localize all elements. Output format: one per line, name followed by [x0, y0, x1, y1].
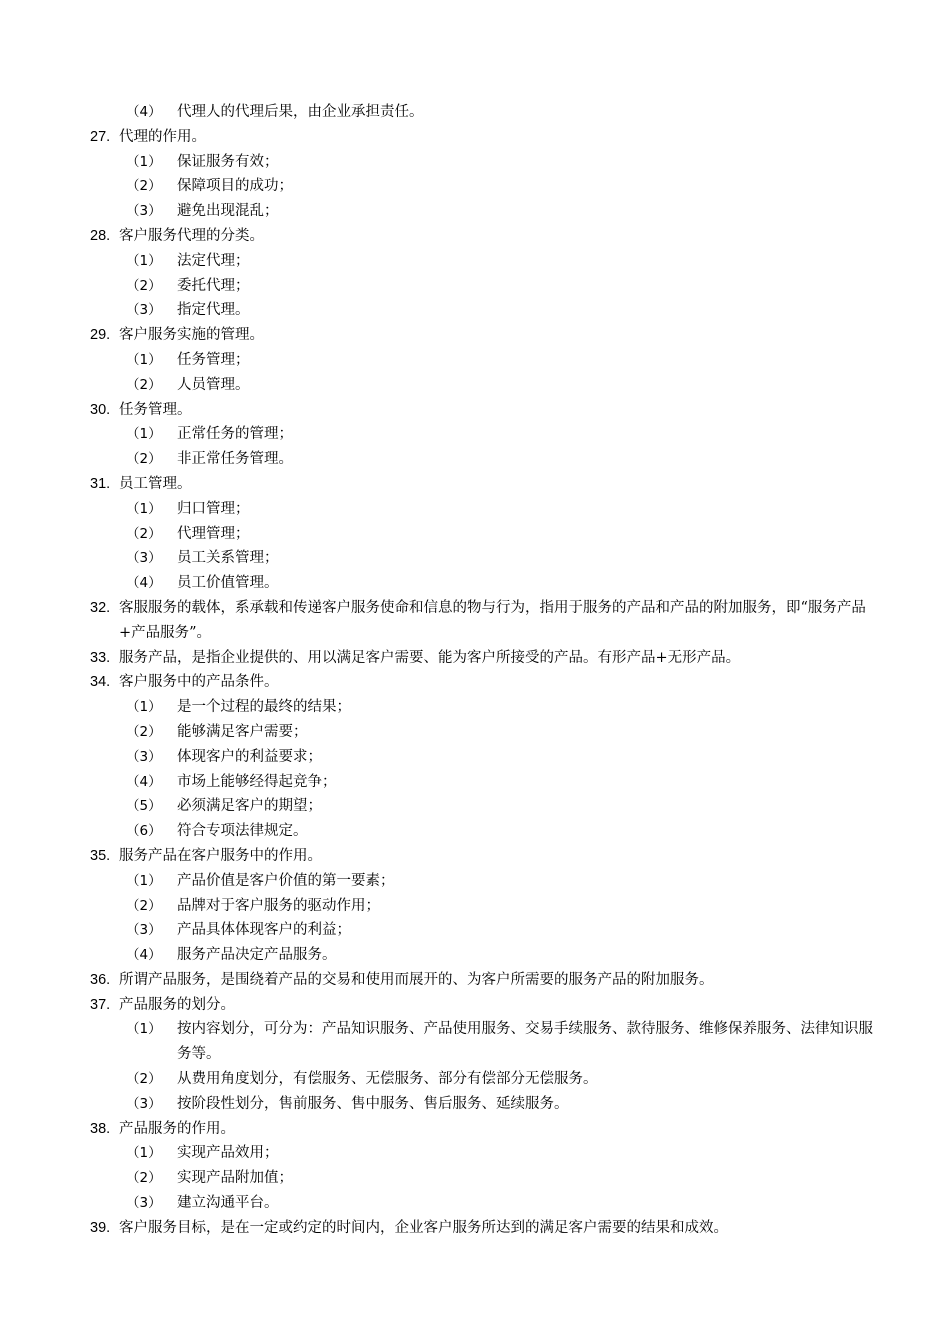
- sub-item: [90, 174, 880, 199]
- numbered-item: [90, 646, 880, 671]
- sub-item: [90, 571, 880, 596]
- item-number: 35.: [90, 847, 111, 864]
- item-text: 市场上能够经得起竞争；: [177, 773, 337, 790]
- numbered-item: [90, 125, 880, 150]
- sub-item-number: （2）: [126, 277, 162, 294]
- numbered-item: [90, 844, 880, 869]
- item-text: 按内容划分，可分为：产品知识服务、产品使用服务、交易手续服务、款待服务、维修保养服务、法律知识服务等。: [177, 1021, 873, 1063]
- item-text: 人员管理。: [177, 376, 250, 393]
- sub-item: [90, 1092, 880, 1117]
- sub-item: [90, 770, 880, 795]
- sub-item: [90, 1141, 880, 1166]
- item-text: 体现客户的利益要求；: [177, 748, 322, 765]
- sub-item: [90, 274, 880, 299]
- sub-item: [90, 150, 880, 175]
- item-text: 产品具体体现客户的利益；: [177, 922, 351, 939]
- item-text: 员工价值管理。: [177, 575, 279, 592]
- numbered-item: [90, 323, 880, 348]
- item-text: 必须满足客户的期望；: [177, 798, 322, 815]
- item-text: 代理人的代理后果，由企业承担责任。: [177, 104, 424, 120]
- sub-item: [90, 298, 880, 323]
- item-text: 品牌对于客户服务的驱动作用；: [177, 897, 380, 914]
- sub-item: [90, 1191, 880, 1216]
- numbered-item: [90, 224, 880, 249]
- sub-item-number: （3）: [126, 922, 162, 939]
- item-text: 保障项目的成功；: [177, 178, 293, 195]
- sub-item-number: （1）: [126, 426, 162, 443]
- item-number: 27.: [90, 128, 111, 145]
- item-text: 服务产品在客户服务中的作用。: [119, 847, 322, 864]
- sub-item-number: （1）: [126, 1145, 162, 1162]
- sub-item-number: （3）: [126, 550, 162, 567]
- item-text: 委托代理；: [177, 277, 250, 294]
- sub-item-number: （1）: [126, 252, 162, 269]
- item-text: 员工关系管理；: [177, 550, 279, 567]
- sub-item: [90, 918, 880, 943]
- sub-item: [90, 447, 880, 472]
- sub-item-number: （2）: [126, 376, 162, 393]
- sub-item: [90, 199, 880, 224]
- item-text: 正常任务的管理；: [177, 426, 293, 443]
- item-text: 所谓产品服务，是围绕着产品的交易和使用而展开的、为客户所需要的服务产品的附加服务。: [119, 971, 714, 988]
- sub-item: [90, 819, 880, 844]
- item-text: 能够满足客户需要；: [177, 723, 308, 740]
- item-text: 法定代理；: [177, 252, 250, 269]
- item-number: 36.: [90, 971, 111, 988]
- sub-item: [90, 720, 880, 745]
- sub-item-number: （3）: [126, 1195, 162, 1212]
- item-text: 从费用角度划分，有偿服务、无偿服务、部分有偿部分无偿服务。: [177, 1071, 598, 1088]
- item-text: 服务产品决定产品服务。: [177, 947, 337, 964]
- item-number: 33.: [90, 649, 111, 666]
- item-text: 服务产品，是指企业提供的、用以满足客户需要、能为客户所接受的产品。有形产品+无形产品。: [119, 649, 741, 666]
- sub-item-number: （2）: [126, 1170, 162, 1187]
- item-text: 任务管理。: [119, 401, 192, 418]
- item-text: 避免出现混乱；: [177, 203, 279, 220]
- item-text: 客户服务中的产品条件。: [119, 674, 279, 691]
- item-text: 员工管理。: [119, 475, 192, 492]
- item-number: 32.: [90, 599, 111, 616]
- item-number: 39.: [90, 1219, 111, 1236]
- sub-item: [90, 422, 880, 447]
- sub-item: [90, 546, 880, 571]
- item-number: 31.: [90, 475, 111, 492]
- sub-item-number: （5）: [126, 798, 162, 815]
- item-text: 产品价值是客户价值的第一要素；: [177, 872, 395, 889]
- numbered-item: [90, 472, 880, 497]
- item-text: 实现产品附加值；: [177, 1170, 293, 1187]
- sub-item-number: （1）: [126, 153, 162, 170]
- sub-item: [90, 695, 880, 720]
- sub-item-number: （2）: [126, 1071, 162, 1088]
- document-body: [90, 100, 880, 1241]
- sub-item-number: （2）: [126, 525, 162, 542]
- sub-item-number: （4）: [126, 773, 162, 790]
- sub-item: [90, 497, 880, 522]
- sub-item-number: （1）: [126, 872, 162, 889]
- sub-item: [90, 1067, 880, 1092]
- sub-item: [90, 1017, 880, 1067]
- sub-item: [90, 1166, 880, 1191]
- item-text: 是一个过程的最终的结果；: [177, 699, 351, 716]
- sub-item-number: （4）: [126, 104, 162, 120]
- item-text: 符合专项法律规定。: [177, 823, 308, 840]
- item-text: 按阶段性划分，售前服务、售中服务、售后服务、延续服务。: [177, 1095, 569, 1112]
- sub-item-number: （3）: [126, 203, 162, 220]
- item-text: 客户服务目标，是在一定或约定的时间内，企业客户服务所达到的满足客户需要的结果和成效。: [119, 1219, 728, 1236]
- sub-item-number: （2）: [126, 178, 162, 195]
- sub-item-number: （6）: [126, 823, 162, 840]
- sub-item: [90, 894, 880, 919]
- sub-item-number: （2）: [126, 897, 162, 914]
- item-number: 30.: [90, 401, 111, 418]
- sub-item: [90, 249, 880, 274]
- sub-item: [90, 794, 880, 819]
- sub-item: [90, 943, 880, 968]
- item-text: 代理的作用。: [119, 128, 206, 145]
- sub-item-number: （1）: [126, 1021, 162, 1038]
- item-text: 客户服务实施的管理。: [119, 327, 264, 344]
- numbered-item: [90, 1117, 880, 1142]
- sub-item: [90, 745, 880, 770]
- sub-item-number: （4）: [126, 575, 162, 592]
- sub-item-number: （3）: [126, 1095, 162, 1112]
- item-text: 任务管理；: [177, 351, 250, 368]
- item-text: 产品服务的划分。: [119, 996, 235, 1013]
- sub-item: [90, 373, 880, 398]
- item-number: 34.: [90, 674, 111, 691]
- sub-item: [90, 869, 880, 894]
- sub-item-number: （1）: [126, 500, 162, 517]
- sub-item: [90, 348, 880, 373]
- numbered-item: [90, 1216, 880, 1241]
- item-text: 归口管理；: [177, 500, 250, 517]
- sub-item-number: （1）: [126, 699, 162, 716]
- sub-item-number: （2）: [126, 451, 162, 468]
- item-text: 代理管理；: [177, 525, 250, 542]
- sub-item-number: （3）: [126, 748, 162, 765]
- sub-item-number: （2）: [126, 723, 162, 740]
- item-text: 客户服务代理的分类。: [119, 227, 264, 244]
- numbered-item: [90, 968, 880, 993]
- item-number: 37.: [90, 996, 111, 1013]
- sub-item: [90, 522, 880, 547]
- item-text: 建立沟通平台。: [177, 1195, 279, 1212]
- sub-item-number: （3）: [126, 302, 162, 319]
- numbered-item: [90, 993, 880, 1018]
- numbered-item: [90, 596, 880, 646]
- numbered-item: [90, 670, 880, 695]
- item-number: 28.: [90, 227, 111, 244]
- sub-item: [90, 100, 880, 125]
- item-text: 指定代理。: [177, 302, 250, 319]
- item-text: 产品服务的作用。: [119, 1120, 235, 1137]
- sub-item-number: （1）: [126, 351, 162, 368]
- item-text: 保证服务有效；: [177, 153, 279, 170]
- item-number: 29.: [90, 327, 111, 344]
- item-text: 实现产品效用；: [177, 1145, 279, 1162]
- item-text: 非正常任务管理。: [177, 451, 293, 468]
- sub-item-number: （4）: [126, 947, 162, 964]
- item-number: 38.: [90, 1120, 111, 1137]
- item-text: 客服服务的载体，系承载和传递客户服务使命和信息的物与行为，指用于服务的产品和产品的附加服务，即“服务产品+产品服务”。: [119, 599, 866, 641]
- numbered-item: [90, 398, 880, 423]
